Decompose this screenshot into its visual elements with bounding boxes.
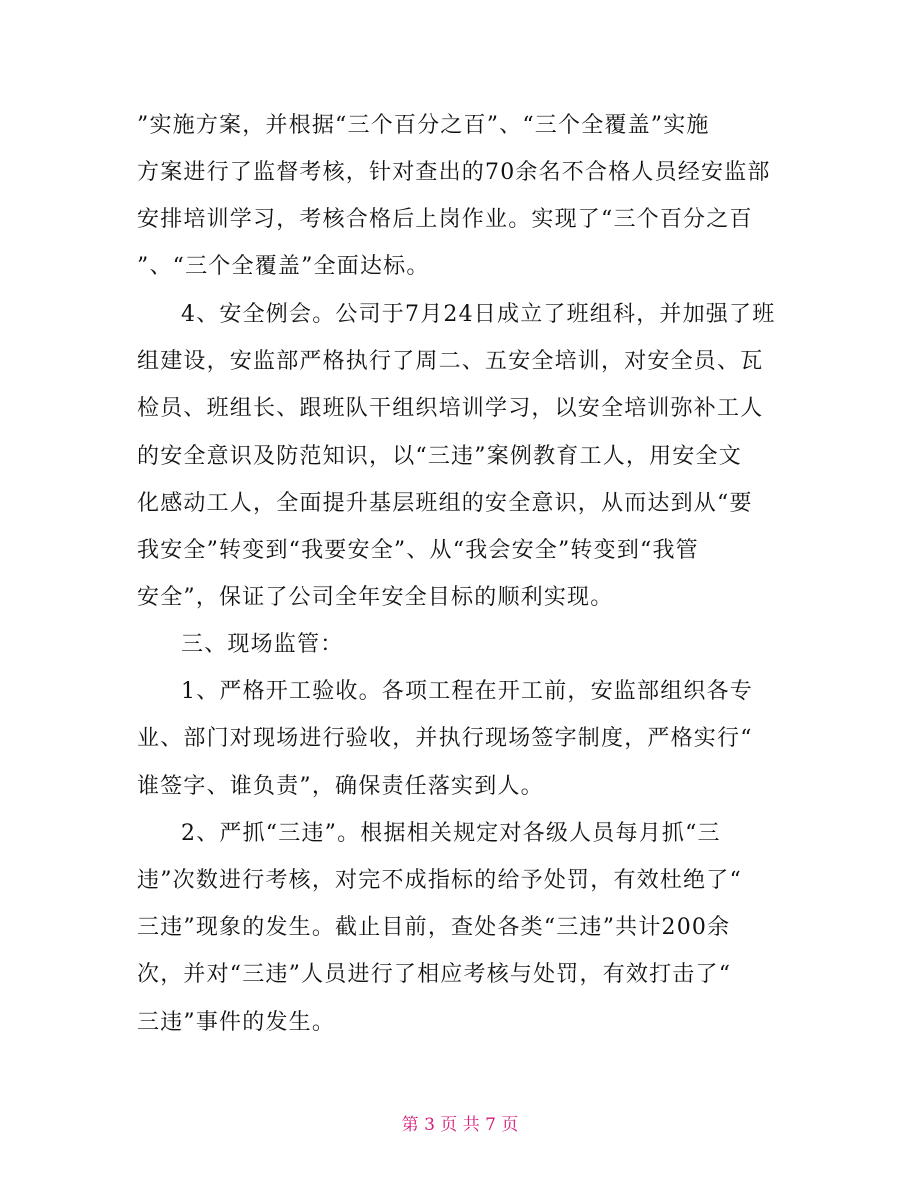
paragraph-start-line: 4、安全例会。公司于7月24日成立了班组科，并加强了班 bbox=[181, 302, 776, 327]
paragraph-start-line: 2、严抓“三违”。根据相关规定对各级人员每月抓“三 bbox=[181, 821, 721, 846]
text-line: 安全”，保证了公司全年安全目标的顺利实现。 bbox=[137, 585, 614, 610]
text-line: 化感动工人，全面提升基层班组的安全意识，从而达到从“要 bbox=[137, 491, 753, 516]
text-line: 我安全”转变到“我要安全”、从“我会安全”转变到“我管 bbox=[137, 538, 699, 563]
text-line: 三违”事件的发生。 bbox=[137, 1010, 336, 1035]
section-heading: 三、现场监管： bbox=[181, 632, 344, 657]
text-line: 谁签字、谁负责”，确保责任落实到人。 bbox=[137, 774, 544, 799]
page-number-footer: 第 3 页 共 7 页 bbox=[401, 1115, 519, 1135]
paragraph-start-line: 1、严格开工验收。各项工程在开工前，安监部组织各专 bbox=[181, 679, 753, 704]
text-line: 组建设，安监部严格执行了周二、五安全培训，对安全员、瓦 bbox=[137, 349, 764, 374]
text-line: 方案进行了监督考核，针对查出的70余名不合格人员经安监部 bbox=[137, 160, 771, 185]
text-line: 检员、班组长、跟班队干组织培训学习，以安全培训弥补工人 bbox=[137, 396, 764, 421]
text-line: 次，并对“三违”人员进行了相应考核与处罚，有效打击了“ bbox=[137, 962, 732, 987]
text-line: 三违”现象的发生。截止目前，查处各类“三违”共计200余 bbox=[137, 915, 731, 940]
text-line: 违”次数进行考核，对完不成指标的给予处罚，有效杜绝了“ bbox=[137, 868, 742, 893]
text-line: ”实施方案，并根据“三个百分之百”、“三个全覆盖”实施 bbox=[137, 113, 710, 138]
text-line: 安排培训学习，考核合格后上岗作业。实现了“三个百分之百 bbox=[137, 207, 753, 232]
text-line: 的安全意识及防范知识，以“三违”案例教育工人，用安全文 bbox=[137, 444, 742, 469]
text-line: 业、部门对现场进行验收，并执行现场签字制度，严格实行“ bbox=[137, 726, 753, 751]
text-line: ”、“三个全覆盖”全面达标。 bbox=[137, 254, 430, 279]
